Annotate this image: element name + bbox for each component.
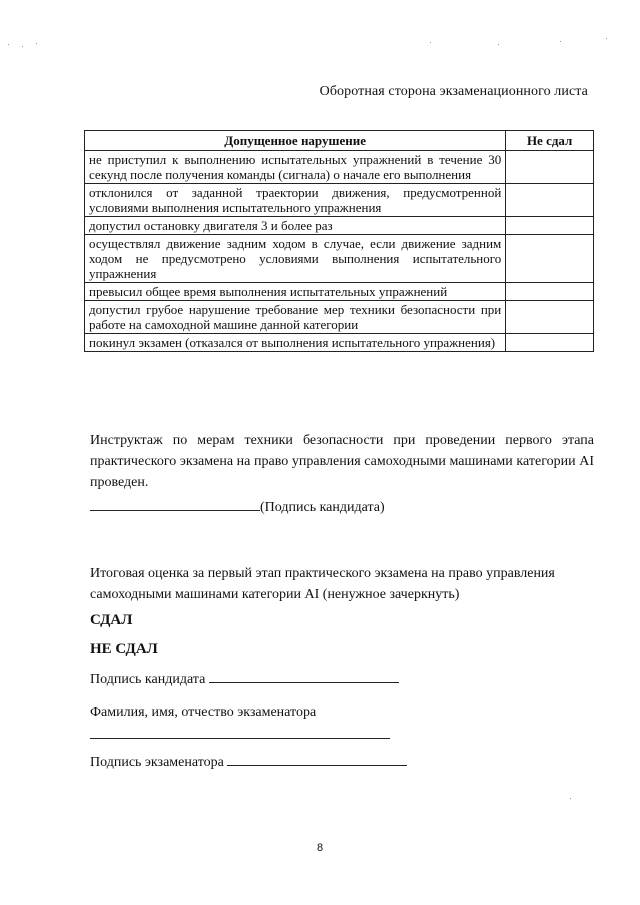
scan-speck [36,43,37,44]
grade-failed[interactable]: НЕ СДАЛ [90,641,158,657]
table-row [85,184,594,217]
candidate-sign-line[interactable] [209,682,399,683]
violations-table [84,130,594,352]
violation-text: покинул экзамен (отказался от выполнения испытательного упражнения) [85,334,506,352]
scan-speck [8,44,9,45]
scan-speck [430,42,431,43]
violation-text: отклонился от заданной траектории движения, предусмотренной условиями выполнения испытательного упражнения [85,184,506,217]
page-header-title: Оборотная сторона экзаменационного листа [319,84,588,99]
table-row [85,283,594,301]
scan-speck [498,44,499,45]
scan-speck [22,46,23,47]
table-row [85,235,594,283]
not-passed-mark-cell[interactable] [506,217,594,235]
table-header-row [85,131,594,151]
candidate-signature-line[interactable] [90,510,260,511]
not-passed-mark-cell[interactable] [506,151,594,184]
not-passed-mark-cell[interactable] [506,301,594,334]
scan-speck [560,41,561,42]
examiner-name-row [90,724,390,744]
not-passed-mark-cell[interactable] [506,283,594,301]
scan-speck [606,38,607,39]
examiner-sign-line[interactable] [227,765,407,766]
candidate-signature-label: (Подпись кандидата) [260,500,385,515]
candidate-sign-row [90,672,399,688]
scan-speck [570,798,571,799]
not-passed-mark-cell[interactable] [506,334,594,352]
violation-text: допустил остановку двигателя 3 и более раз [85,217,506,235]
candidate-signature-block [90,500,385,516]
header-not-passed: Не сдал [506,131,594,151]
examiner-sign-row [90,755,407,771]
violation-text: превысил общее время выполнения испытательных упражнений [85,283,506,301]
not-passed-mark-cell[interactable] [506,235,594,283]
violation-text: допустил грубое нарушение требование мер техники безопасности при работе на самоходной машине данной категории [85,301,506,334]
table-row [85,334,594,352]
safety-instruction-text: Инструктаж по мерам техники безопасности при проведении первого этапа практического экзамена на право управления самоходными машинами категории AI проведен. [90,433,594,490]
page-number: 8 [316,842,324,854]
table-row [85,217,594,235]
violation-text: не приступил к выполнению испытательных упражнений в течение 30 секунд после получения команды (сигнала) о начале его выполнения [85,151,506,184]
table-row [85,301,594,334]
header-violation: Допущенное нарушение [85,131,506,151]
examiner-name-label: Фамилия, имя, отчество экзаменатора [90,705,317,720]
final-grade-text: Итоговая оценка за первый этап практического экзамена на право управления самоходными машинами категории AI (ненужное зачеркнуть) [90,566,555,602]
examiner-sign-label: Подпись экзаменатора [90,755,224,770]
violation-text: осуществлял движение задним ходом в случае, если движение задним ходом не предусмотрено условиями выполнения испытательного упражнения [85,235,506,283]
candidate-sign-label: Подпись кандидата [90,672,206,687]
not-passed-mark-cell[interactable] [506,184,594,217]
table-row [85,151,594,184]
grade-passed[interactable]: СДАЛ [90,612,133,628]
examiner-name-line[interactable] [90,724,390,739]
